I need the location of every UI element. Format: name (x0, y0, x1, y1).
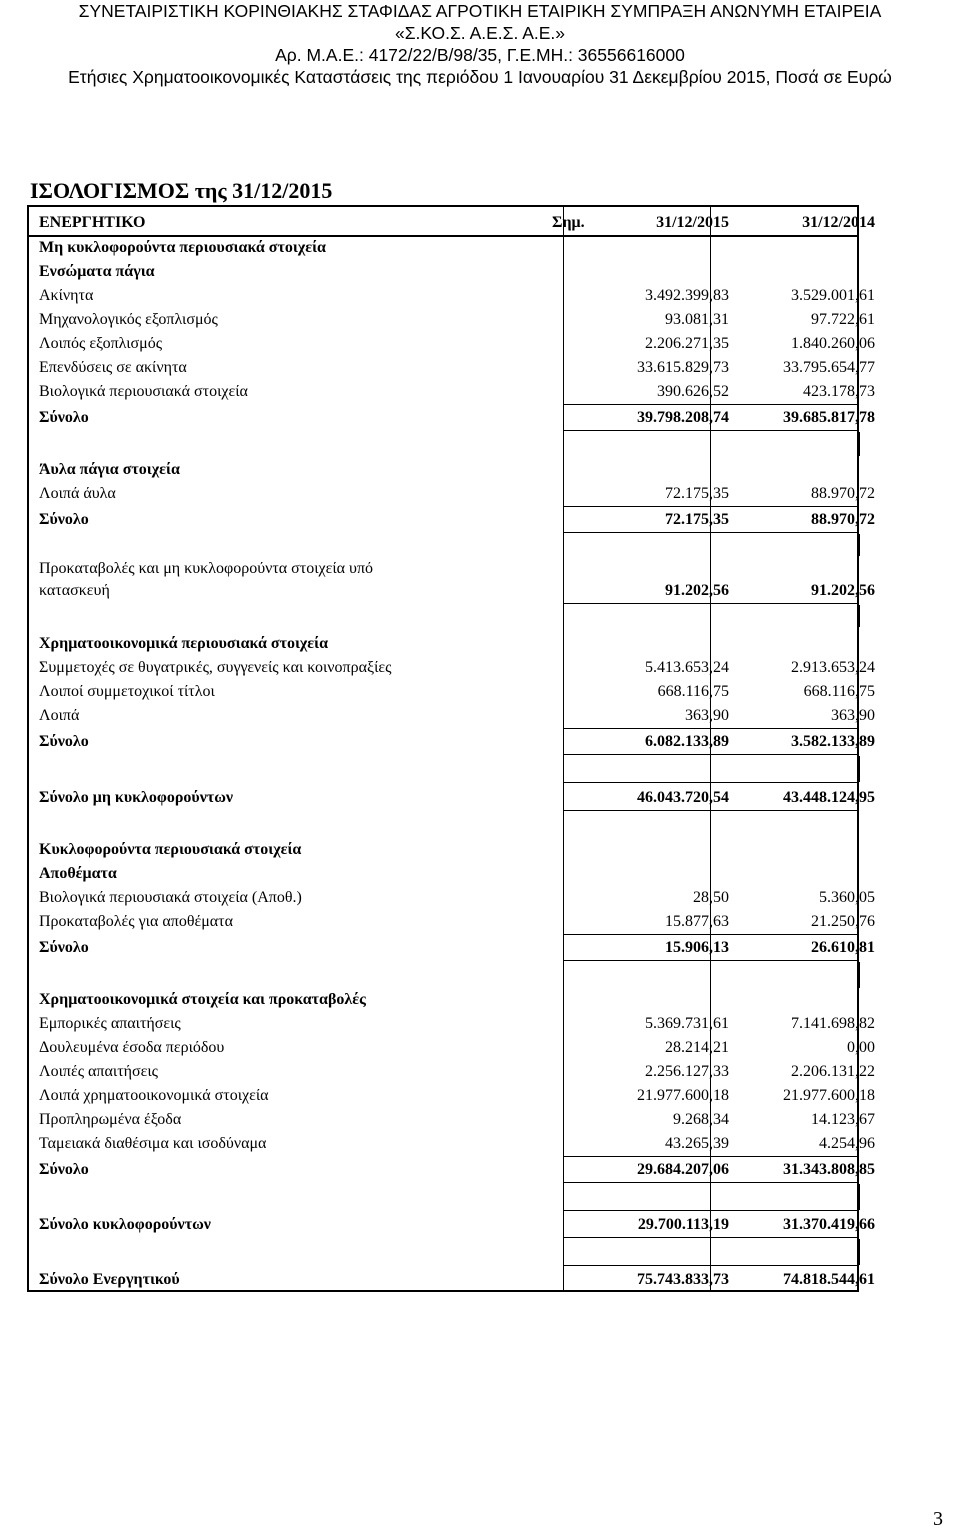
subtotal-rule (563, 728, 859, 729)
subtotal-row: Σύνολο 72.175,35 88.970,72 (39, 511, 875, 528)
subtotal-rule (563, 960, 859, 961)
subtotal-rule (563, 1182, 859, 1183)
subtotal-row: κατασκευή 91.202,56 91.202,56 (39, 582, 875, 599)
spacer-tick (859, 1184, 860, 1210)
subtotal-rule (563, 810, 859, 811)
table-row: Χρηματοοικονομικά στοιχεία και προκαταβολές (39, 991, 366, 1008)
table-row: Προκαταβολές και μη κυκλοφορούντα στοιχεία υπό (39, 560, 374, 577)
table-row: Ακίνητα 3.492.399,83 3.529.001,61 (39, 287, 875, 304)
subtotal-rule (563, 532, 859, 533)
header-year-2014: 31/12/2014 (802, 214, 875, 231)
subtotal-rule (563, 1237, 859, 1238)
table-row: Επενδύσεις σε ακίνητα 33.615.829,73 33.795.654,77 (39, 359, 875, 376)
table-row: Κυκλοφορούντα περιουσιακά στοιχεία (39, 841, 302, 858)
registration-numbers: Αρ. Μ.Α.Ε.: 4172/22/Β/98/35, Γ.Ε.ΜΗ.: 36556616000 (275, 45, 685, 65)
page-title: ΙΣΟΛΟΓΙΣΜΟΣ της 31/12/2015 (30, 178, 333, 203)
table-row: Προπληρωμένα έξοδα 9.268,34 14.123,67 (39, 1111, 875, 1128)
table-row: Μη κυκλοφορούντα περιουσιακά στοιχεία (39, 239, 326, 256)
table-row: Λοιπές απαιτήσεις 2.256.127,33 2.206.131,22 (39, 1063, 875, 1080)
spacer-tick (859, 756, 860, 782)
table-row: Βιολογικά περιουσιακά στοιχεία 390.626,52 423.178,73 (39, 383, 875, 400)
subtotal-row: Σύνολο 39.798.208,74 39.685.817,78 (39, 409, 875, 426)
spacer-tick (859, 432, 860, 456)
table-row: Ταμειακά διαθέσιμα και ισοδύναμα 43.265,39 4.254,96 (39, 1135, 875, 1152)
table-row: Λοιπά 363,90 363,90 (39, 707, 875, 724)
table-row: Λοιπά άυλα 72.175,35 88.970,72 (39, 485, 875, 502)
subtotal-rule (563, 404, 859, 405)
subtotal-row: Σύνολο 6.082.133,89 3.582.133,89 (39, 733, 875, 750)
subtotal-rule (563, 506, 859, 507)
subtotal-row: Σύνολο 29.684.207,06 31.343.808,85 (39, 1161, 875, 1178)
spacer-tick (859, 1239, 860, 1265)
subtotal-rule (563, 1210, 859, 1211)
table-row: Λοιποί συμμετοχικοί τίτλοι 668.116,75 668.116,75 (39, 683, 875, 700)
header-year-2015: 31/12/2015 (656, 214, 729, 231)
table-row: Λοιπά χρηματοοικονομικά στοιχεία 21.977.600,18 21.977.600,18 (39, 1087, 875, 1104)
subtotal-rule (563, 1265, 859, 1266)
subtotal-rule (563, 782, 859, 783)
subtotal-rule (563, 430, 859, 431)
table-row: Δουλευμένα έσοδα περιόδου 28.214,21 0,00 (39, 1039, 875, 1056)
subtotal-rule (563, 754, 859, 755)
subtotal-row: Σύνολο 15.906,13 26.610,81 (39, 939, 875, 956)
company-short-name: «Σ.ΚΟ.Σ. Α.Ε.Σ. Α.Ε.» (394, 23, 566, 43)
table-row: Ενσώματα πάγια (39, 263, 155, 280)
subtotal-rule (563, 603, 859, 604)
subtotal-rule (563, 1156, 859, 1157)
table-row: Χρηματοοικονομικά περιουσιακά στοιχεία (39, 635, 329, 652)
table-row: Μηχανολογικός εξοπλισμός 93.081,31 97.722,61 (39, 311, 875, 328)
table-row: Αποθέματα (39, 865, 117, 882)
table-row: Λοιπός εξοπλισμός 2.206.271,35 1.840.260,06 (39, 335, 875, 352)
header-assets: ΕΝΕΡΓΗΤΙΚΟ (39, 214, 146, 231)
table-row: Εμπορικές απαιτήσεις 5.369.731,61 7.141.698,82 (39, 1015, 875, 1032)
grand-subtotal-row: Σύνολο μη κυκλοφορούντων 46.043.720,54 43.448.124,95 (39, 789, 875, 806)
company-name: ΣΥΝΕΤΑΙΡΙΣΤΙΚΗ ΚΟΡΙΝΘΙΑΚΗΣ ΣΤΑΦΙΔΑΣ ΑΓΡΟΤΙΚΗ ΕΤΑΙΡΙΚΗ ΣΥΜΠΡΑΞΗ ΑΝΩΝΥΜΗ ΕΤΑΙΡΕΙΑ (78, 1, 882, 21)
total-assets-row: Σύνολο Ενεργητικού 75.743.833,73 74.818.544,61 (39, 1271, 875, 1288)
page-number: 3 (933, 1508, 943, 1530)
table-row: Βιολογικά περιουσιακά στοιχεία (Αποθ.) 28,50 5.360,05 (39, 889, 875, 906)
spacer-tick (859, 962, 860, 988)
table-row: Προκαταβολές για αποθέματα 15.877,63 21.250,76 (39, 913, 875, 930)
spacer-tick (859, 605, 860, 627)
table-header-row (29, 211, 875, 235)
spacer-tick (859, 534, 860, 556)
statements-subtitle: Ετήσιες Χρηματοοικονομικές Καταστάσεις της περιόδου 1 Ιανουαρίου 31 Δεκεμβρίου 2015, Ποσά σε Ευρώ (68, 67, 892, 87)
table-row: Άυλα πάγια στοιχεία (39, 461, 180, 478)
current-assets-total-row: Σύνολο κυκλοφορούντων 29.700.113,19 31.370.419,66 (39, 1216, 875, 1233)
header-note: Σημ. (552, 214, 585, 231)
table-row: Συμμετοχές σε θυγατρικές, συγγενείς και κοινοπραξίες 5.413.653,24 2.913.653,24 (39, 659, 875, 676)
subtotal-rule (563, 934, 859, 935)
